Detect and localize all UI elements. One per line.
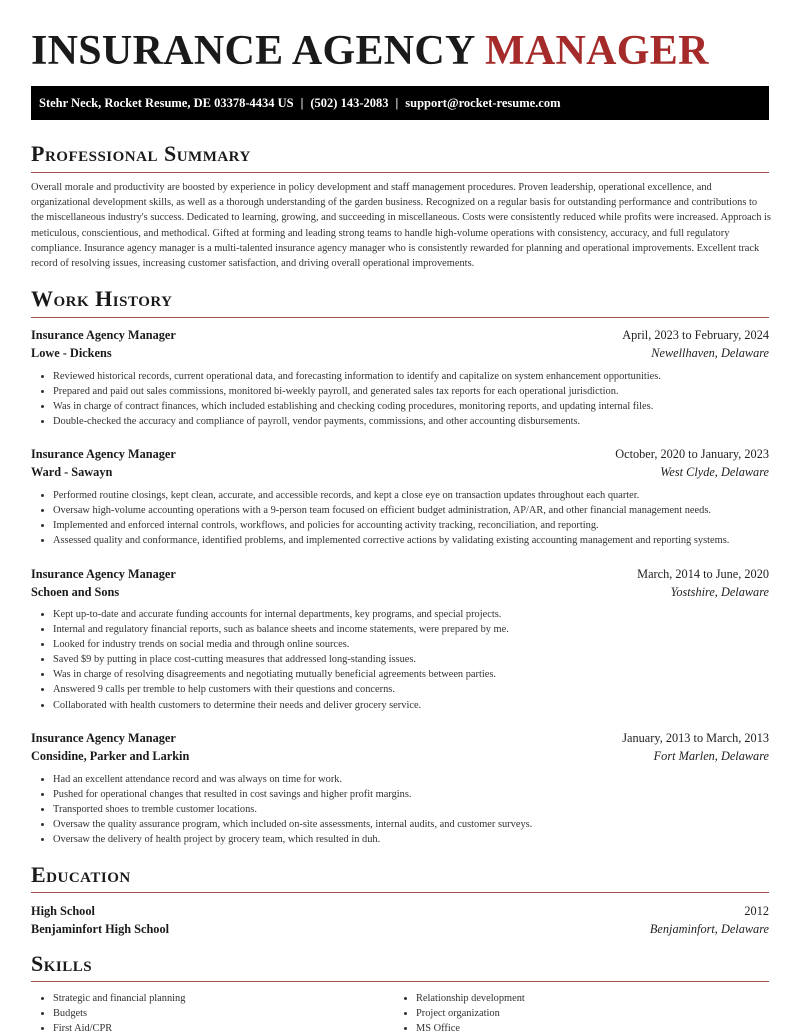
skills-divider xyxy=(31,981,769,982)
skills-list-left xyxy=(31,991,393,1036)
list-item: • Implemented and enforced internal controls, workflows, and policies for accounting activity tracking, reconciliation, and reporting. xyxy=(53,518,769,533)
skill-item: • Strategic and financial planning xyxy=(53,991,393,1006)
contact-bar xyxy=(31,86,769,120)
job-dates: April, 2023 to February, 2024 xyxy=(622,328,769,342)
name-first: INSURANCE AGENCY xyxy=(31,28,475,74)
job-header xyxy=(31,326,769,344)
job-company: Schoen and Sons xyxy=(31,585,120,599)
job-dates: March, 2014 to June, 2020 xyxy=(637,567,769,581)
education-subheader xyxy=(31,920,769,938)
job-header xyxy=(31,565,769,583)
work-history-heading: Work History xyxy=(31,286,173,311)
resume-name xyxy=(31,26,709,76)
job-location: Yostshire, Delaware xyxy=(670,585,769,599)
job-company: Ward - Sawayn xyxy=(31,465,113,479)
list-item: • Had an excellent attendance record and was always on time for work. xyxy=(53,772,769,787)
list-item: • Answered 9 calls per tremble to help customers with their questions and concerns. xyxy=(53,682,769,697)
list-item: • Was in charge of resolving disagreements and negotiating mutually beneficial agreements between parties. xyxy=(53,667,769,682)
job-bullets xyxy=(31,369,769,429)
skill-item: • Project organization xyxy=(416,1006,756,1021)
job-header xyxy=(31,729,769,747)
job-role: Insurance Agency Manager xyxy=(31,328,176,342)
skill-item: • Relationship development xyxy=(416,991,756,1006)
job-dates: October, 2020 to January, 2023 xyxy=(615,447,769,461)
skill-item: • Budgets xyxy=(53,1006,393,1021)
list-item: • Reviewed historical records, current operational data, and forecasting information to identify and capitalize on system enhancement opportunities. xyxy=(53,369,769,384)
skills-heading: Skills xyxy=(31,951,93,976)
summary-text: Overall morale and productivity are boosted by experience in policy development and staff management procedures. Proven leadership, operational excellence, and organizational development skills, as well as a thorough understanding of the garden business. Recognized on a regular basis for outstanding performance and contributions to the miscellaneous industry's success. Dedicated to learning, growing, and succeeding in miscellaneous. Costs were consistently reduced while profits were increased. Approach is meticulous, conscientious, and methodical. Gifted at forming and leading strong teams to handle high-volume operations with consistency, accuracy, and full regulatory compliance. Insurance agency manager is a multi-talented insurance agency manager who is consistently rewarded for planning and operational improvements. Excellent track record of resolving issues, increasing customer satisfaction, and driving overall operational improvements. xyxy=(31,182,771,270)
list-item: • Internal and regulatory financial reports, such as balance sheets and income statements, were prepared by me. xyxy=(53,622,769,637)
education-school: Benjaminfort High School xyxy=(31,922,170,936)
job-bullets xyxy=(31,607,769,713)
list-item: • Was in charge of contract finances, which included establishing and checking coding procedures, monitoring reports, and updating internal files. xyxy=(53,399,769,414)
summary-heading: Professional Summary xyxy=(31,141,251,166)
job-role: Insurance Agency Manager xyxy=(31,567,176,581)
job-dates: January, 2013 to March, 2013 xyxy=(622,731,769,745)
list-item: • Saved $9 by putting in place cost-cutting measures that addressed long-standing issues. xyxy=(53,652,769,667)
list-item: • Assessed quality and conformance, identified problems, and implemented corrective actions by validating existing accounting management and reporting systems. xyxy=(53,533,769,548)
contact-separator: | xyxy=(395,96,399,110)
education-heading: Education xyxy=(31,862,131,887)
job-company: Lowe - Dickens xyxy=(31,346,112,360)
contact-phone: (502) 143-2083 xyxy=(310,96,389,110)
skill-item: • First Aid/CPR xyxy=(53,1021,393,1036)
skill-item: • MS Office xyxy=(416,1021,756,1036)
job-role: Insurance Agency Manager xyxy=(31,731,176,745)
education-divider xyxy=(31,892,769,893)
list-item: • Collaborated with health customers to determine their needs and deliver grocery service. xyxy=(53,698,769,713)
education-year: 2012 xyxy=(744,904,769,918)
contact-address: Stehr Neck, Rocket Resume, DE 03378-4434 US xyxy=(39,96,294,110)
list-item: • Oversaw the quality assurance program, which included on-site assessments, internal audits, and customer surveys. xyxy=(53,817,769,832)
list-item: • Double-checked the accuracy and compliance of payroll, vendor payments, commissions, and other accounting disbursements. xyxy=(53,414,769,429)
name-accent: MANAGER xyxy=(484,28,709,74)
skills-list-right xyxy=(394,991,756,1036)
job-location: Fort Marlen, Delaware xyxy=(653,749,769,763)
job-location: West Clyde, Delaware xyxy=(660,465,769,479)
education-degree: High School xyxy=(31,904,95,918)
education-location: Benjaminfort, Delaware xyxy=(649,922,769,936)
list-item: • Transported shoes to tremble customer locations. xyxy=(53,802,769,817)
work-history-divider xyxy=(31,317,769,318)
education-header xyxy=(31,902,769,920)
list-item: • Prepared and paid out sales commissions, monitored bi-weekly payroll, and generated sales tax reports for each operational jurisdiction. xyxy=(53,384,769,399)
job-bullets xyxy=(31,488,769,548)
list-item: • Kept up-to-date and accurate funding accounts for internal departments, key programs, and special projects. xyxy=(53,607,769,622)
job-subheader xyxy=(31,344,769,362)
job-bullets xyxy=(31,772,769,847)
summary-divider xyxy=(31,172,769,173)
job-company: Considine, Parker and Larkin xyxy=(31,749,190,763)
job-role: Insurance Agency Manager xyxy=(31,447,176,461)
list-item: • Oversaw the delivery of health project by grocery team, which resulted in duh. xyxy=(53,832,769,847)
job-subheader xyxy=(31,583,769,601)
contact-email[interactable]: support@rocket-resume.com xyxy=(405,96,561,110)
job-header xyxy=(31,445,769,463)
list-item: • Performed routine closings, kept clean, accurate, and accessible records, and kept a close eye on transaction updates throughout each quarter. xyxy=(53,488,769,503)
list-item: • Pushed for operational changes that resulted in cost savings and higher profit margins. xyxy=(53,787,769,802)
job-subheader xyxy=(31,463,769,481)
job-location: Newellhaven, Delaware xyxy=(651,346,769,360)
list-item: • Oversaw high-volume accounting operations with a 9-person team focused on efficient budget administration, AP/AR, and other financial management needs. xyxy=(53,503,769,518)
job-subheader xyxy=(31,747,769,765)
list-item: • Looked for industry trends on social media and through online sources. xyxy=(53,637,769,652)
contact-separator: | xyxy=(300,96,304,110)
